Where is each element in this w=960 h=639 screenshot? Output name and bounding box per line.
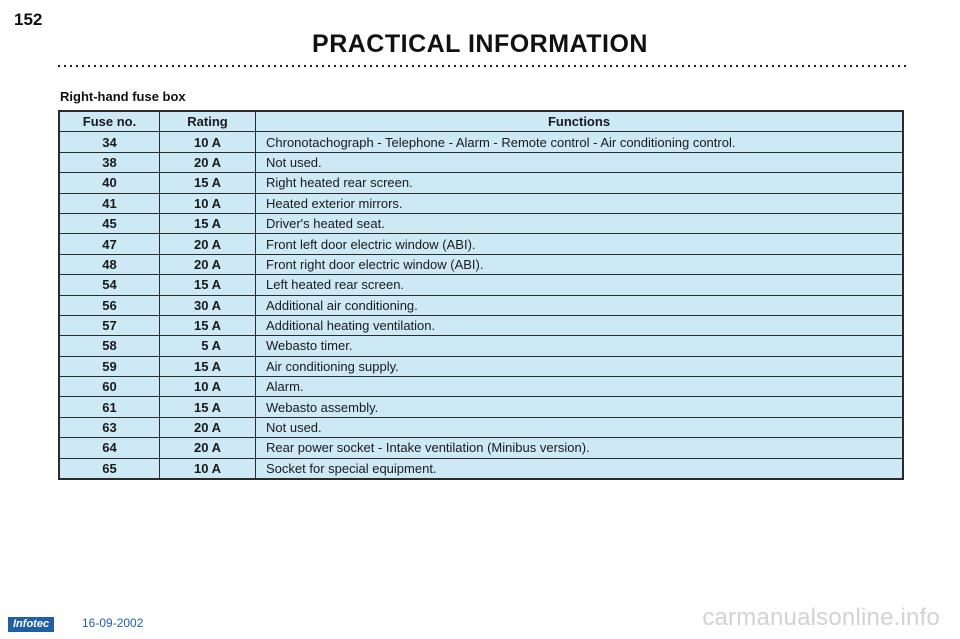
function-cell: Air conditioning supply.: [256, 356, 904, 376]
rating-cell: 15 A: [160, 356, 256, 376]
table-row: [59, 356, 903, 376]
table-row: [59, 377, 903, 397]
fuse-number-cell: 54: [59, 275, 160, 295]
rating-cell: 15 A: [160, 213, 256, 233]
function-cell: Front right door electric window (ABI).: [256, 254, 904, 274]
function-cell: Additional heating ventilation.: [256, 315, 904, 335]
rating-cell: 10 A: [160, 458, 256, 479]
function-cell: Heated exterior mirrors.: [256, 193, 904, 213]
rating-cell: 20 A: [160, 438, 256, 458]
function-cell: Webasto timer.: [256, 336, 904, 356]
fuse-number-cell: 59: [59, 356, 160, 376]
page-number: 152: [14, 10, 43, 29]
table-row: [59, 336, 903, 356]
header-rating: Rating: [160, 111, 256, 132]
rating-cell: 20 A: [160, 254, 256, 274]
function-cell: Chronotachograph - Telephone - Alarm - Remote control - Air conditioning control.: [256, 132, 904, 152]
function-cell: Front left door electric window (ABI).: [256, 234, 904, 254]
rating-cell: 20 A: [160, 234, 256, 254]
fuse-number-cell: 56: [59, 295, 160, 315]
table-row: [59, 458, 903, 479]
fuse-number-cell: 48: [59, 254, 160, 274]
dotted-divider: [56, 64, 906, 68]
function-cell: Not used.: [256, 152, 904, 172]
fuse-table-body: [59, 132, 903, 479]
fuse-number-cell: 45: [59, 213, 160, 233]
page-title: PRACTICAL INFORMATION: [312, 30, 648, 58]
table-row: [59, 295, 903, 315]
fuse-number-cell: 47: [59, 234, 160, 254]
function-cell: Additional air conditioning.: [256, 295, 904, 315]
fuse-number-cell: 40: [59, 173, 160, 193]
table-row: [59, 213, 903, 233]
function-cell: Alarm.: [256, 377, 904, 397]
table-row: [59, 173, 903, 193]
function-cell: Right heated rear screen.: [256, 173, 904, 193]
fuse-number-cell: 63: [59, 417, 160, 437]
fuse-number-cell: 64: [59, 438, 160, 458]
rating-cell: 5 A: [160, 336, 256, 356]
fuse-number-cell: 41: [59, 193, 160, 213]
watermark: carmanualsonline.info: [702, 604, 940, 631]
fuse-table: [58, 110, 904, 480]
table-row: [59, 315, 903, 335]
table-row: [59, 397, 903, 417]
fuse-number-cell: 65: [59, 458, 160, 479]
table-row: [59, 234, 903, 254]
function-cell: Not used.: [256, 417, 904, 437]
table-row: [59, 193, 903, 213]
fuse-number-cell: 34: [59, 132, 160, 152]
infotec-logo: Infotec: [8, 617, 54, 632]
rating-cell: 10 A: [160, 193, 256, 213]
rating-cell: 15 A: [160, 173, 256, 193]
rating-cell: 15 A: [160, 315, 256, 335]
table-row: [59, 438, 903, 458]
function-cell: Rear power socket - Intake ventilation (Minibus version).: [256, 438, 904, 458]
fuse-number-cell: 38: [59, 152, 160, 172]
function-cell: Webasto assembly.: [256, 397, 904, 417]
rating-cell: 15 A: [160, 275, 256, 295]
rating-cell: 20 A: [160, 417, 256, 437]
rating-cell: 10 A: [160, 377, 256, 397]
header-functions: Functions: [256, 111, 904, 132]
footer-date: 16-09-2002: [82, 616, 144, 630]
rating-cell: 20 A: [160, 152, 256, 172]
table-row: [59, 152, 903, 172]
function-cell: Socket for special equipment.: [256, 458, 904, 479]
table-row: [59, 275, 903, 295]
fuse-number-cell: 57: [59, 315, 160, 335]
function-cell: Left heated rear screen.: [256, 275, 904, 295]
table-row: [59, 254, 903, 274]
table-row: [59, 417, 903, 437]
table-row: [59, 132, 903, 152]
section-title: Right-hand fuse box: [60, 89, 186, 104]
fuse-number-cell: 58: [59, 336, 160, 356]
fuse-number-cell: 60: [59, 377, 160, 397]
rating-cell: 30 A: [160, 295, 256, 315]
rating-cell: 10 A: [160, 132, 256, 152]
function-cell: Driver's heated seat.: [256, 213, 904, 233]
header-fuse-no: Fuse no.: [59, 111, 160, 132]
rating-cell: 15 A: [160, 397, 256, 417]
table-header-row: [59, 111, 903, 132]
fuse-number-cell: 61: [59, 397, 160, 417]
